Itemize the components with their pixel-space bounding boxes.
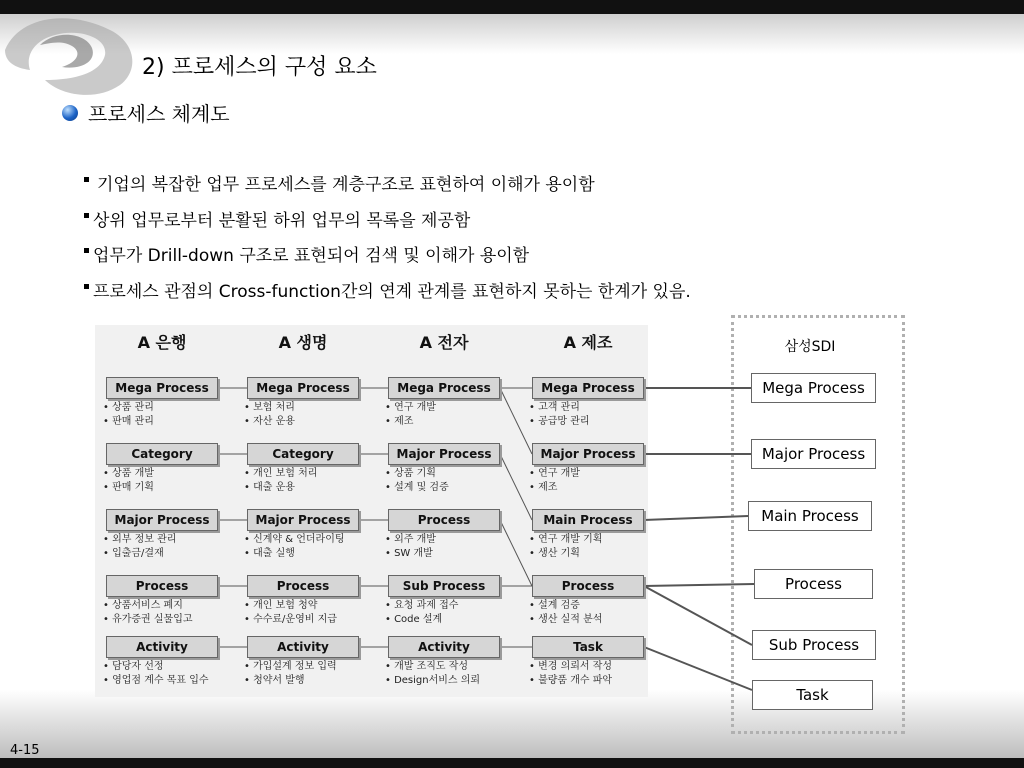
connector-line xyxy=(644,647,752,690)
page-number: 4-15 xyxy=(10,743,40,758)
example-items xyxy=(103,467,154,495)
sdi-level-box: Process xyxy=(754,569,873,599)
column-header: A 생명 xyxy=(278,333,328,352)
example-items xyxy=(103,401,154,429)
example-item: • 연구 개발 xyxy=(385,402,436,413)
example-item: • 자산 운용 xyxy=(244,416,295,427)
example-item: • 고객 관리 xyxy=(529,402,580,413)
example-items xyxy=(244,401,295,429)
example-item: • 유가증권 실물입고 xyxy=(103,614,193,625)
dot-bullet-icon: • xyxy=(385,600,395,611)
example-item: • 제조 xyxy=(385,416,414,427)
example-items xyxy=(529,401,590,429)
example-item: • 상품 기획 xyxy=(385,468,436,479)
process-level-box: Task xyxy=(532,636,644,658)
dot-bullet-icon: • xyxy=(244,416,254,427)
sdi-level-box: Task xyxy=(752,680,873,710)
example-items xyxy=(385,401,436,429)
dot-bullet-icon: • xyxy=(529,548,539,559)
example-item: • 대출 운용 xyxy=(244,482,295,493)
dot-bullet-icon: • xyxy=(385,534,395,545)
example-item: • 불량품 개수 파악 xyxy=(529,675,613,686)
process-level-box: Major Process xyxy=(106,509,218,531)
dot-bullet-icon: • xyxy=(103,416,113,427)
example-item: • 생산 실적 분석 xyxy=(529,614,603,625)
example-items xyxy=(385,599,458,627)
example-item: • 대출 실행 xyxy=(244,548,295,559)
process-level-box: Mega Process xyxy=(388,377,500,399)
example-items xyxy=(385,467,449,495)
connector-line xyxy=(500,520,532,586)
bullet-item: 상위 업무로부터 분활된 하위 업무의 목록을 제공함 xyxy=(84,206,691,242)
dot-bullet-icon: • xyxy=(103,482,113,493)
process-level-box: Major Process xyxy=(532,443,644,465)
page-title: 2) 프로세스의 구성 요소 xyxy=(142,55,377,80)
example-items xyxy=(385,533,436,561)
column-header: A 제조 xyxy=(563,333,613,352)
example-item: • 연구 개발 기획 xyxy=(529,534,603,545)
dot-bullet-icon: • xyxy=(385,661,395,672)
connector-line xyxy=(644,584,754,586)
example-items xyxy=(103,533,176,561)
process-level-box: Category xyxy=(106,443,218,465)
dot-bullet-icon: • xyxy=(244,548,254,559)
example-items xyxy=(244,533,345,561)
example-item: • 개인 보험 처리 xyxy=(244,468,318,479)
process-level-box: Process xyxy=(247,575,359,597)
example-item: • 상품 개발 xyxy=(103,468,154,479)
process-level-box: Major Process xyxy=(247,509,359,531)
dot-bullet-icon: • xyxy=(103,548,113,559)
connector-line xyxy=(644,516,748,520)
sdi-level-box: Mega Process xyxy=(751,373,876,403)
dot-bullet-icon: • xyxy=(244,468,254,479)
connector-line xyxy=(644,586,752,645)
process-level-box: Process xyxy=(388,509,500,531)
connector-line xyxy=(500,388,532,454)
sdi-title: 삼성SDI xyxy=(784,339,836,355)
bullet-item: 업무가 Drill-down 구조로 표현되어 검색 및 이해가 용이함 xyxy=(84,241,691,277)
dot-bullet-icon: • xyxy=(385,482,395,493)
example-item: • 개인 보험 청약 xyxy=(244,600,318,611)
dot-bullet-icon: • xyxy=(103,534,113,545)
dot-bullet-icon: • xyxy=(385,548,395,559)
example-items xyxy=(103,660,209,688)
dot-bullet-icon: • xyxy=(529,468,539,479)
example-item: • 외주 개발 xyxy=(385,534,436,545)
dot-bullet-icon: • xyxy=(385,416,395,427)
example-item: • 수수료/운영비 지급 xyxy=(244,614,337,625)
dot-bullet-icon: • xyxy=(244,675,254,686)
process-level-box: Category xyxy=(247,443,359,465)
dot-bullet-icon: • xyxy=(103,614,113,625)
process-level-box: Sub Process xyxy=(388,575,500,597)
dot-bullet-icon: • xyxy=(385,675,395,686)
example-item: • 신계약 & 언더라이팅 xyxy=(244,534,345,545)
process-level-box: Major Process xyxy=(388,443,500,465)
example-items xyxy=(385,660,480,688)
dot-bullet-icon: • xyxy=(244,534,254,545)
example-item: • 입출금/결재 xyxy=(103,548,164,559)
dot-bullet-icon: • xyxy=(103,600,113,611)
example-item: • 가입설계 정보 입력 xyxy=(244,661,337,672)
section-heading-text: 프로세스 체계도 xyxy=(88,102,230,126)
bullet-item: 기업의 복잡한 업무 프로세스를 계층구조로 표현하여 이해가 용이함 xyxy=(84,170,691,206)
dot-bullet-icon: • xyxy=(103,402,113,413)
dot-bullet-icon: • xyxy=(529,661,539,672)
example-items xyxy=(529,467,580,495)
sdi-level-box: Major Process xyxy=(751,439,876,469)
example-item: • 생산 기획 xyxy=(529,548,580,559)
column-header: A 전자 xyxy=(419,333,469,352)
dot-bullet-icon: • xyxy=(529,416,539,427)
process-level-box: Activity xyxy=(106,636,218,658)
process-level-box: Mega Process xyxy=(106,377,218,399)
dot-bullet-icon: • xyxy=(244,661,254,672)
example-items xyxy=(244,660,337,688)
process-level-box: Mega Process xyxy=(247,377,359,399)
dot-bullet-icon: • xyxy=(103,661,113,672)
process-level-box: Mega Process xyxy=(532,377,644,399)
dot-bullet-icon: • xyxy=(244,402,254,413)
example-item: • 보험 처리 xyxy=(244,402,295,413)
example-item: • 담당자 선정 xyxy=(103,661,164,672)
dot-bullet-icon: • xyxy=(529,600,539,611)
example-item: • 변경 의뢰서 작성 xyxy=(529,661,613,672)
process-level-box: Process xyxy=(106,575,218,597)
dot-bullet-icon: • xyxy=(529,534,539,545)
dot-bullet-icon: • xyxy=(385,614,395,625)
example-items xyxy=(529,599,602,627)
example-item: • 연구 개발 xyxy=(529,468,580,479)
example-item: • 공급망 관리 xyxy=(529,416,590,427)
example-item: • 개발 조직도 작성 xyxy=(385,661,469,672)
example-item: • 판매 기획 xyxy=(103,482,154,493)
dot-bullet-icon: • xyxy=(385,402,395,413)
dot-bullet-icon: • xyxy=(529,614,539,625)
dot-bullet-icon: • xyxy=(529,402,539,413)
process-level-box: Main Process xyxy=(532,509,644,531)
example-item: • 상품서비스 폐지 xyxy=(103,600,183,611)
example-item: • 제조 xyxy=(529,482,558,493)
sdi-level-box: Sub Process xyxy=(752,630,876,660)
connector-line xyxy=(500,454,532,520)
example-item: • 요청 과제 접수 xyxy=(385,600,459,611)
example-item: • 청약서 발행 xyxy=(244,675,305,686)
sdi-level-box: Main Process xyxy=(748,501,872,531)
dot-bullet-icon: • xyxy=(103,468,113,479)
dot-bullet-icon: • xyxy=(529,482,539,493)
dot-bullet-icon: • xyxy=(529,675,539,686)
bullet-item: 프로세스 관점의 Cross-function간의 연계 관계를 표현하지 못하는 한계가 있음. xyxy=(84,277,691,313)
dot-bullet-icon: • xyxy=(244,614,254,625)
column-header: A 은행 xyxy=(137,333,187,352)
example-items xyxy=(103,599,193,627)
dot-bullet-icon: • xyxy=(103,675,113,686)
example-item: • Design서비스 의뢰 xyxy=(385,675,481,686)
dot-bullet-icon: • xyxy=(244,600,254,611)
dot-bullet-icon: • xyxy=(385,468,395,479)
example-items xyxy=(529,660,612,688)
example-item: • 상품 관리 xyxy=(103,402,154,413)
example-item: • 설계 및 검증 xyxy=(385,482,449,493)
process-level-box: Process xyxy=(532,575,644,597)
example-item: • 영업점 계수 목표 입수 xyxy=(103,675,209,686)
example-item: • Code 설계 xyxy=(385,614,443,625)
example-item: • 외부 정보 관리 xyxy=(103,534,177,545)
example-items xyxy=(244,467,317,495)
example-item: • 판매 관리 xyxy=(103,416,154,427)
example-item: • SW 개발 xyxy=(385,548,433,559)
example-items xyxy=(244,599,337,627)
process-level-box: Activity xyxy=(388,636,500,658)
example-item: • 설계 검증 xyxy=(529,600,580,611)
dot-bullet-icon: • xyxy=(244,482,254,493)
process-level-box: Activity xyxy=(247,636,359,658)
example-items xyxy=(529,533,602,561)
